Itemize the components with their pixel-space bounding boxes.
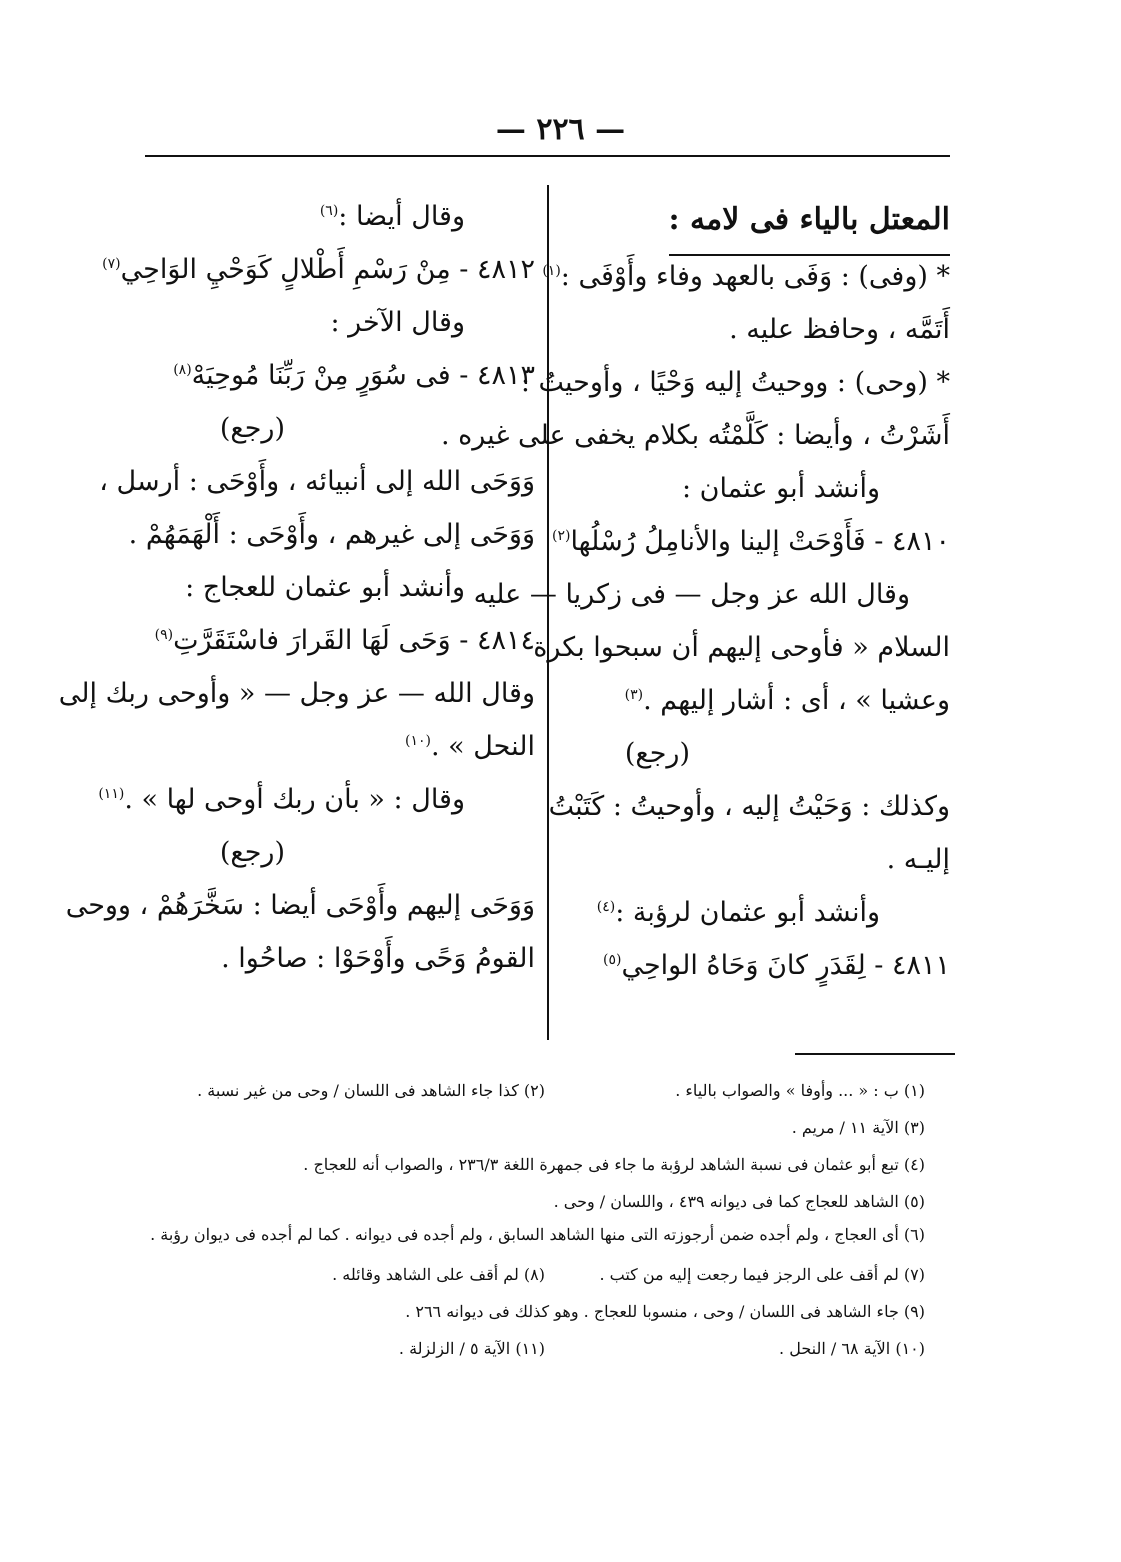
footnote: (١) ب : « ... وأوفا » والصواب بالياء . — [675, 1081, 925, 1100]
text-line — [570, 886, 950, 939]
text-line: أَتَمَّه ، وحافظ عليه . — [729, 314, 950, 345]
line-text: ٤٨١١ - لِقَدَرٍ كانَ وَحَاهُ الواحِي — [621, 950, 950, 981]
line-text: وعشيا » ، أى : أشار إليهم . — [643, 685, 950, 716]
verse-line — [551, 515, 950, 568]
line-text: ٤٨١٣ - فى سُوَرٍ مِنْ رَبِّنَا مُوحِيَهْ — [191, 360, 535, 391]
footnote: (٧) لم أقف على الرجز فيما رجعت إليه من كتب . — [599, 1265, 925, 1284]
footnote: (٣) الآية ١١ / مريم . — [791, 1118, 925, 1137]
text-line: وقال الله — عز وجل — « وأوحى ربك إلى — [58, 678, 535, 709]
line-text: وقال : « بأن ربك أوحى لها » . — [124, 784, 465, 815]
text-line — [570, 674, 950, 727]
line-text: ٤٨١٠ - فَأَوْحَتْ إلينا والأنامِلُ رُسْلُها — [570, 526, 950, 557]
line-text: وقال أيضا : — [338, 201, 465, 232]
text-line — [150, 190, 535, 243]
footnote: (١٠) الآية ٦٨ / النحل . — [779, 1339, 925, 1358]
footnote-row — [150, 1330, 925, 1367]
text-line: أَشَرْتُ ، وأيضا : كَلَّمْتُه بكلام يخفى على غيره . — [440, 420, 950, 451]
text-line: وقال الآخر : — [330, 307, 465, 338]
footnote-ref: (١١) — [98, 786, 125, 802]
section-heading-line — [570, 190, 950, 250]
footnote-ref: (١٠) — [404, 733, 431, 749]
text-line: وَوَحَى إلى غيرهم ، وأَوْحَى : أَلْهَمَهُمْ . — [128, 519, 535, 550]
footnote-ref: (٣) — [624, 687, 644, 703]
footnote-ref: (١) — [542, 263, 561, 279]
header-rule — [145, 155, 950, 157]
line-text: * (وفى) : وَفَى بالعهد وفاء وأَوْفَى : — [560, 261, 950, 292]
text-line: وَوَحَى الله إلى أنبيائه ، وأَوْحَى : أرسل ، — [99, 466, 535, 497]
footnote-row — [150, 1256, 925, 1293]
section-heading: المعتل بالياء فى لامه : — [669, 190, 950, 256]
left-column — [58, 190, 535, 985]
footnote-ref: (٢) — [551, 528, 571, 544]
footnote-ref: (٧) — [102, 256, 121, 272]
text-line — [98, 773, 535, 826]
text-line: السلام « فأوحى إليهم أن سبحوا بكرة — [533, 632, 950, 663]
footnote-row — [150, 1072, 925, 1109]
line-text: وأنشد أبو عثمان لرؤبة : — [615, 897, 880, 928]
text-line — [542, 250, 950, 303]
verse-line — [150, 614, 535, 667]
text-line: * (وحى) : ووحيتُ إليه وَحْيًا ، وأوحيتُ : — [520, 367, 950, 398]
text-line: وقال الله عز وجل — فى زكريا — عليه — [473, 579, 910, 610]
rajaa-marker: (رجع) — [624, 738, 690, 769]
text-line: وأنشد أبو عثمان للعجاج : — [185, 572, 465, 603]
text-line: وكذلك : وَحَيْتُ إليه ، وأوحيتُ : كَتَبْتُ — [548, 791, 950, 822]
footnote: (٥) الشاهد للعجاج كما فى ديوانه ٤٣٩ ، واللسان / وحى . — [553, 1192, 925, 1211]
footnote: (٨) لم أقف على الشاهد وقائله . — [332, 1265, 545, 1284]
footnote-rule — [795, 1053, 955, 1055]
page-number: — ٢٢٦ — — [495, 112, 626, 147]
footnote-ref: (٨) — [173, 362, 192, 378]
footnote-ref: (٩) — [154, 627, 174, 643]
text-line: إليـه . — [886, 844, 950, 875]
verse-line — [150, 349, 535, 402]
line-text: النحل » . — [430, 731, 535, 762]
footnote: (٩) جاء الشاهد فى اللسان / وحى ، منسوبا للعجاج . وهو كذلك فى ديوانه ٢٦٦ . — [405, 1302, 925, 1321]
verse-line — [570, 939, 950, 992]
footnote: (٦) أى العجاج ، ولم أجده ضمن أرجوزته التى منها الشاهد السابق ، ولم أجده فى ديوانه . كما لم أجده فى ديوان رؤبة . — [150, 1225, 925, 1244]
footnote-ref: (٥) — [603, 952, 622, 968]
rajaa-marker: (رجع) — [219, 837, 285, 868]
footnote: (٤) تبع أبو عثمان فى نسبة الشاهد لرؤبة ما جاء فى جمهرة اللغة ٢٣٦/٣ ، والصواب أنه للعجاج . — [303, 1155, 925, 1174]
line-text: ٤٨١٢ - مِنْ رَسْمِ أَطْلالٍ كَوَحْيِ الوَاحِي — [120, 254, 535, 285]
text-line: وَوَحَى إليهم وأَوْحَى أيضا : سَخَّرَهُمْ ، ووحى — [65, 890, 535, 921]
line-text: ٤٨١٤ - وَحَى لَهَا القَرارَ فاسْتَقَرَّتِ — [173, 625, 535, 656]
rajaa-marker: (رجع) — [219, 413, 285, 444]
text-line: وأنشد أبو عثمان : — [681, 473, 880, 504]
footnote-ref: (٦) — [319, 203, 339, 219]
text-line — [150, 720, 535, 773]
verse-line — [102, 243, 535, 296]
footnote: (٢) كذا جاء الشاهد فى اللسان / وحى من غير نسبة . — [197, 1081, 545, 1100]
text-line: القومُ وَحًى وأَوْحَوْا : صاحُوا . — [221, 943, 535, 974]
footnote: (١١) الآية ٥ / الزلزلة . — [398, 1339, 545, 1358]
footnote-ref: (٤) — [596, 899, 616, 915]
footnotes — [150, 1072, 925, 1367]
